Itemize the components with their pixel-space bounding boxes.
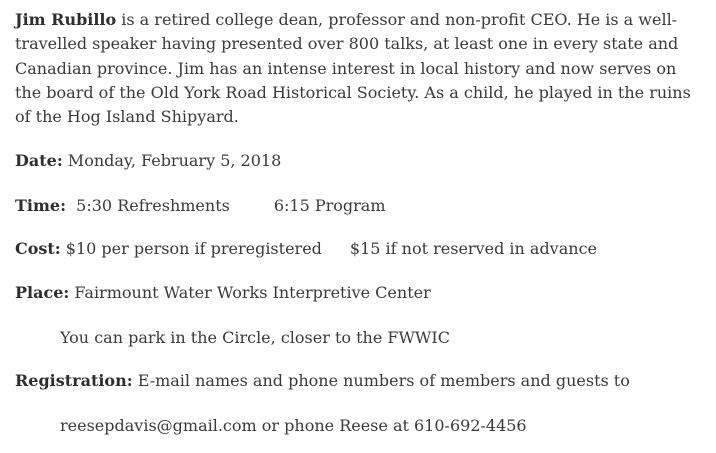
time-label: Time: (15, 196, 66, 215)
cost-walk-in: $15 if not reserved in advance (349, 239, 597, 258)
time-program: 6:15 Program (273, 196, 386, 215)
contact-row (60, 414, 527, 438)
time-row (15, 194, 386, 218)
date-value: Monday, February 5, 2018 (62, 151, 282, 170)
registration-value: E-mail names and phone numbers of members and guests to (132, 371, 630, 390)
bio-text: is a retired college dean, professor and non-profit CEO. He is a well-travelled speaker having presented over 800 talks, at least one in every state and Canadian province. Jim has an intense interest in local history and now serves on the board of the Old York Road Historical Society. As a child, he played in the ruins of the Hog Island Shipyard. (15, 10, 691, 127)
registration-label: Registration: (15, 371, 133, 390)
parking-note: You can park in the Circle, closer to the FWWIC (60, 328, 450, 347)
cost-label: Cost: (15, 239, 61, 258)
speaker-bio (15, 8, 705, 129)
date-row (15, 149, 281, 173)
date-label: Date: (15, 151, 63, 170)
time-refreshments: 5:30 Refreshments (76, 196, 230, 215)
speaker-name: Jim Rubillo (15, 10, 117, 29)
place-label: Place: (15, 283, 70, 302)
email-link[interactable]: reesepdavis@gmail.com (60, 416, 257, 435)
place-row (15, 281, 431, 305)
cost-row (15, 237, 597, 261)
registration-row (15, 369, 630, 393)
cost-preregistered: $10 per person if preregistered (60, 239, 322, 258)
place-value: Fairmount Water Works Interpretive Center (69, 283, 431, 302)
phone-text: or phone Reese at 610-692-4456 (256, 416, 527, 435)
